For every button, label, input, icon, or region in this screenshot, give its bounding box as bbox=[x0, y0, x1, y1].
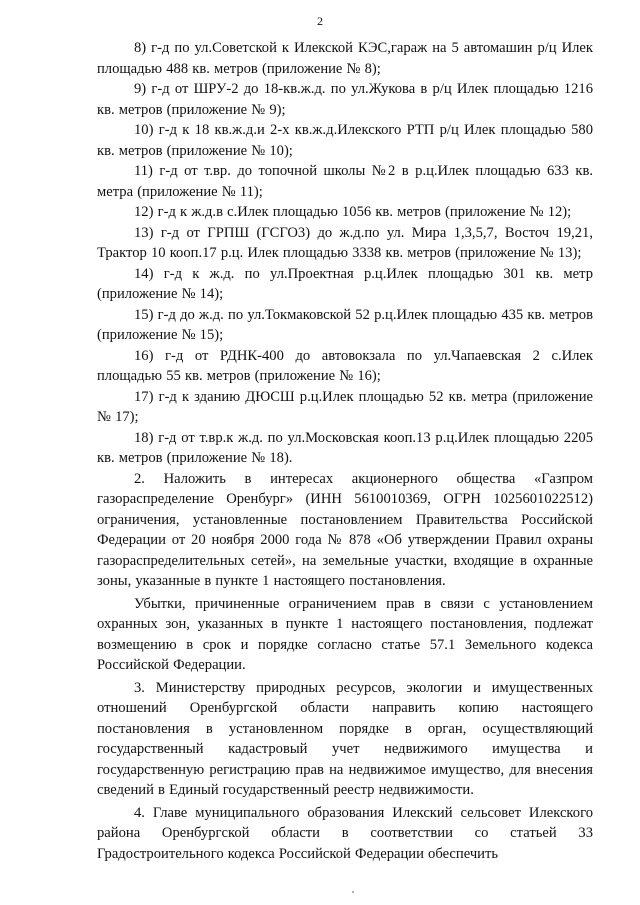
list-item-14: 14) г-д к ж.д. по ул.Проектная р.ц.Илек площадью 301 кв. метр (приложение № 14); bbox=[97, 265, 593, 302]
paragraph-2-losses: Убытки, причиненные ограничением прав в связи с установлением охранных зон, указанных в пункте 1 настоящего постановления, подлежат возмещению в срок и порядке согласно статье 57.1 Земельного кодекса Российской Федерации. bbox=[97, 595, 593, 673]
list-item-16: 16) г-д от РДНК-400 до автовокзала по ул.Чапаевская 2 с.Илек площадью 55 кв. метров (приложение № 16); bbox=[97, 347, 593, 384]
list-item-10: 10) г-д к 18 кв.ж.д.и 2-х кв.ж.д.Илекского РТП р/ц Илек площадью 580 кв. метров (приложение № 10); bbox=[97, 122, 593, 159]
list-item-12: 12) г-д к ж.д.в с.Илек площадью 1056 кв. метров (приложение № 12); bbox=[134, 204, 572, 220]
scan-mark bbox=[352, 891, 354, 893]
paragraph-3-ministry: 3. Министерству природных ресурсов, экологии и имущественных отношений Оренбургской области направить копию настоящего постановления в установленном порядке в орган, осуществляющий государственный кадастровый учет недвижимого имущества и государственную регистрацию прав на недвижимое имущество, для внесения сведений в Единый государственный реестр недвижимости. bbox=[97, 679, 593, 798]
document-body bbox=[97, 38, 593, 864]
paragraph-4-head: 4. Главе муниципального образования Илекский сельсовет Илекского района Оренбургской области в соответствии со статьей 33 Градостроительного кодекса Российской Федерации обеспечить bbox=[97, 804, 593, 862]
list-item-9: 9) г-д от ШРУ-2 до 18-кв.ж.д. по ул.Жукова в р/ц Илек площадью 1216 кв. метров (приложение № 9); bbox=[97, 81, 593, 118]
list-item-15: 15) г-д до ж.д. по ул.Токмаковской 52 р.ц.Илек площадью 435 кв. метров (приложение № 15); bbox=[97, 306, 593, 343]
list-item-18: 18) г-д от т.вр.к ж.д. по ул.Московская кооп.13 р.ц.Илек площадью 2205 кв. метров (приложение № 18). bbox=[97, 429, 593, 466]
list-item-17: 17) г-д к зданию ДЮСШ р.ц.Илек площадью 52 кв. метра (приложение № 17); bbox=[97, 388, 593, 425]
list-item-13: 13) г-д от ГРПШ (ГСГО3) до ж.д.по ул. Мира 1,3,5,7, Восточ 19,21, Трактор 10 кооп.17 р.ц. Илек площадью 3338 кв. метров (приложение № 13); bbox=[97, 224, 593, 261]
paragraph-2-restrictions: 2. Наложить в интересах акционерного общества «Газпром газораспределение Оренбург» (ИНН 5610010369, ОГРН 1025601022512) ограничения, установленные постановлением Правительства Российской Федерации от 20 ноября 2000 года № 878 «Об утверждении Правил охраны газораспределительных сетей», на земельные участки, входящие в охранные зоны, указанные в пункте 1 настоящего постановления. bbox=[97, 470, 593, 589]
list-item-8: 8) г-д по ул.Советской к Илекской КЭС,гараж на 5 автомашин р/ц Илек площадью 488 кв. метров (приложение № 8); bbox=[97, 40, 593, 77]
list-item-11: 11) г-д от т.вр. до топочной школы №2 в р.ц.Илек площадью 633 кв. метра (приложение № 11); bbox=[97, 163, 593, 200]
page-number: 2 bbox=[317, 14, 323, 28]
